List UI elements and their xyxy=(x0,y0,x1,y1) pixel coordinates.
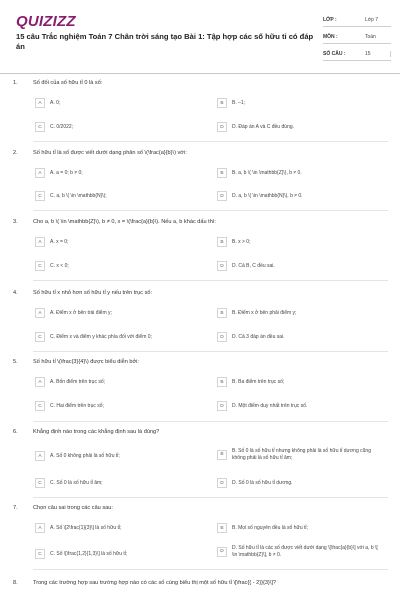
question-separator xyxy=(33,497,388,498)
question-separator xyxy=(33,210,388,211)
option-letter-box: C xyxy=(35,401,45,411)
option-text: D. Số hữu tỉ là các số được viết dưới dạng \[\frac{a}{b}\] với a, b \[ \in \mathbb{Z}\], b ≠ 0. xyxy=(232,545,378,558)
meta-row-count xyxy=(323,44,391,61)
option-text: D. Số 0 là số hữu tỉ dương. xyxy=(232,479,293,486)
meta-key: SỐ CÂU : xyxy=(323,51,346,57)
question-text: Chọn câu sai trong các câu sau: xyxy=(33,505,113,511)
question-text: Khẳng định nào trong các khẳng định sau là đúng? xyxy=(33,429,160,435)
option-text: B. x > 0; xyxy=(232,238,251,245)
meta-value: Toán xyxy=(365,34,376,40)
option-letter-box: C xyxy=(35,478,45,488)
option-text: A. x = 0; xyxy=(50,238,69,245)
option-letter-box: A xyxy=(35,377,45,387)
option-d[interactable] xyxy=(217,191,382,201)
option-text: C. a, b \( \in \mathbb{N}\); xyxy=(50,192,107,199)
question-number: 4. xyxy=(13,290,18,296)
option-letter-box: D xyxy=(217,191,227,201)
option-letter-box: D xyxy=(217,332,227,342)
option-text: A. Bốn điểm trên trục số; xyxy=(50,378,106,385)
question-number: 3. xyxy=(13,219,18,225)
option-letter-box: A xyxy=(35,523,45,533)
option-b[interactable] xyxy=(217,448,382,461)
option-c[interactable] xyxy=(35,549,200,559)
question-text: Số đối của số hữu tỉ 0 là số: xyxy=(33,80,103,86)
question-text: Số hữu tỉ x nhỏ hơn số hữu tỉ y nếu trên trục số: xyxy=(33,290,153,296)
option-letter-box: B xyxy=(217,237,227,247)
question-separator xyxy=(33,421,388,422)
question-number: 7. xyxy=(13,505,18,511)
option-text: C. x < 0; xyxy=(50,262,69,269)
option-text: A. Số \[2\frac{1}{3}\] là số hữu tỉ; xyxy=(50,524,122,531)
header-divider xyxy=(0,73,400,74)
option-letter-box: A xyxy=(35,168,45,178)
option-text: C. Điểm x và điểm y khác phía đối với điểm 0; xyxy=(50,333,152,340)
option-letter-box: A xyxy=(35,98,45,108)
option-a[interactable] xyxy=(35,523,200,533)
option-letter-box: B xyxy=(217,523,227,533)
document-header xyxy=(0,0,400,66)
option-text: B. Số 0 là số hữu tỉ nhưng không phải là số hữu tỉ dương cũng không phải là số hữu tỉ âm; xyxy=(232,448,371,461)
question-number: 8. xyxy=(13,580,18,586)
option-c[interactable] xyxy=(35,191,200,201)
document-title: 15 câu Trắc nghiệm Toán 7 Chân trời sáng tạo Bài 1: Tập hợp các số hữu tỉ có đáp án xyxy=(16,32,314,51)
option-a[interactable] xyxy=(35,168,200,178)
option-a[interactable] xyxy=(35,377,200,387)
option-c[interactable] xyxy=(35,122,200,132)
option-text: B. a, b \( \in \mathbb{Z}\), b ≠ 0. xyxy=(232,169,302,176)
option-c[interactable] xyxy=(35,401,200,411)
option-letter-box: C xyxy=(35,191,45,201)
option-letter-box: D xyxy=(217,122,227,132)
option-letter-box: B xyxy=(217,308,227,318)
option-letter-box: D xyxy=(217,261,227,271)
option-d[interactable] xyxy=(217,122,382,132)
option-text: D. a, b \( \in \mathbb{N}\), b ≠ 0. xyxy=(232,192,303,199)
meta-info xyxy=(323,10,391,61)
question-text: Số hữu tỉ là số được viết dưới dạng phân số \(\frac{a}{b}\) với: xyxy=(33,150,187,156)
question-text: Trong các trường hợp sau trường hợp nào có các số cùng biểu thị một số hữu tỉ \[\frac{{ - 2}}{3}\]? xyxy=(33,580,277,586)
meta-value: 15 xyxy=(365,51,391,57)
option-letter-box: B xyxy=(217,168,227,178)
option-text: D. Một điểm duy nhất trên trục số. xyxy=(232,402,308,409)
option-letter-box: A xyxy=(35,308,45,318)
option-text: B. Ba điểm trên trục số; xyxy=(232,378,285,385)
question-number: 5. xyxy=(13,359,18,365)
question-text: Số hữu tỉ \(\frac{3}{4}\) được biểu diễn bởi: xyxy=(33,359,139,365)
option-text: A. Số 0 không phải là số hữu tỉ; xyxy=(50,452,120,459)
option-letter-box: C xyxy=(35,332,45,342)
option-d[interactable] xyxy=(217,401,382,411)
option-a[interactable] xyxy=(35,451,200,461)
option-a[interactable] xyxy=(35,308,200,318)
question-separator xyxy=(33,141,388,142)
option-letter-box: D xyxy=(217,478,227,488)
meta-row-class xyxy=(323,10,391,27)
option-text: D. Cả 3 đáp án đều sai. xyxy=(232,333,285,340)
option-text: D. Đáp án A và C đều đúng. xyxy=(232,123,294,130)
quizizz-logo: QUIZIZZ xyxy=(16,13,76,30)
question-separator xyxy=(33,569,388,570)
option-letter-box: C xyxy=(35,122,45,132)
meta-row-subject xyxy=(323,27,391,44)
option-text: C. Hai điểm trên trục số; xyxy=(50,402,104,409)
option-b[interactable] xyxy=(217,377,382,387)
option-d[interactable] xyxy=(217,332,382,342)
option-text: A. Điểm x ở bên trái điểm y; xyxy=(50,309,112,316)
option-letter-box: A xyxy=(35,237,45,247)
meta-key: MÔN : xyxy=(323,34,338,40)
option-text: B. –1; xyxy=(232,99,246,106)
option-letter-box: C xyxy=(35,261,45,271)
question-separator xyxy=(33,280,388,281)
option-d[interactable] xyxy=(217,545,382,558)
option-a[interactable] xyxy=(35,98,200,108)
option-d[interactable] xyxy=(217,261,382,271)
option-letter-box: D xyxy=(217,401,227,411)
option-letter-box: D xyxy=(217,547,227,557)
option-letter-box: B xyxy=(217,377,227,387)
option-text: A. a = 0; b ≠ 0; xyxy=(50,169,83,176)
option-text: C. 0/2022; xyxy=(50,123,74,130)
option-text: B. Mọi số nguyên đều là số hữu tỉ; xyxy=(232,524,308,531)
option-letter-box: A xyxy=(35,451,45,461)
question-number: 2. xyxy=(13,150,18,156)
option-c[interactable] xyxy=(35,478,200,488)
option-text: A. 0; xyxy=(50,99,61,106)
option-letter-box: C xyxy=(35,549,45,559)
question-number: 6. xyxy=(13,429,18,435)
question-separator xyxy=(33,351,388,352)
option-text: C. Số 0 là số hữu tỉ âm; xyxy=(50,479,103,486)
option-b[interactable] xyxy=(217,168,382,178)
option-b[interactable] xyxy=(217,98,382,108)
option-letter-box: B xyxy=(217,98,227,108)
option-b[interactable] xyxy=(217,308,382,318)
option-b[interactable] xyxy=(217,237,382,247)
option-c[interactable] xyxy=(35,261,200,271)
question-number: 1. xyxy=(13,80,18,86)
option-letter-box: B xyxy=(217,450,227,460)
question-text: Cho a, b \( \in \mathbb{Z}\), b ≠ 0, x = \(\frac{a}{b}\). Nếu a, b khác dấu thì: xyxy=(33,219,216,225)
option-text: B. Điểm x ở bên phải điểm y; xyxy=(232,309,297,316)
option-a[interactable] xyxy=(35,237,200,247)
option-b[interactable] xyxy=(217,523,382,533)
option-d[interactable] xyxy=(217,478,382,488)
option-c[interactable] xyxy=(35,332,200,342)
meta-key: LỚP : xyxy=(323,17,337,23)
meta-value: Lớp 7 xyxy=(365,17,379,23)
option-text: C. Số \[\frac{1,2}{1,3}\] là số hữu tỉ; xyxy=(50,550,128,557)
option-text: D. Cả B, C đều sai. xyxy=(232,262,275,269)
